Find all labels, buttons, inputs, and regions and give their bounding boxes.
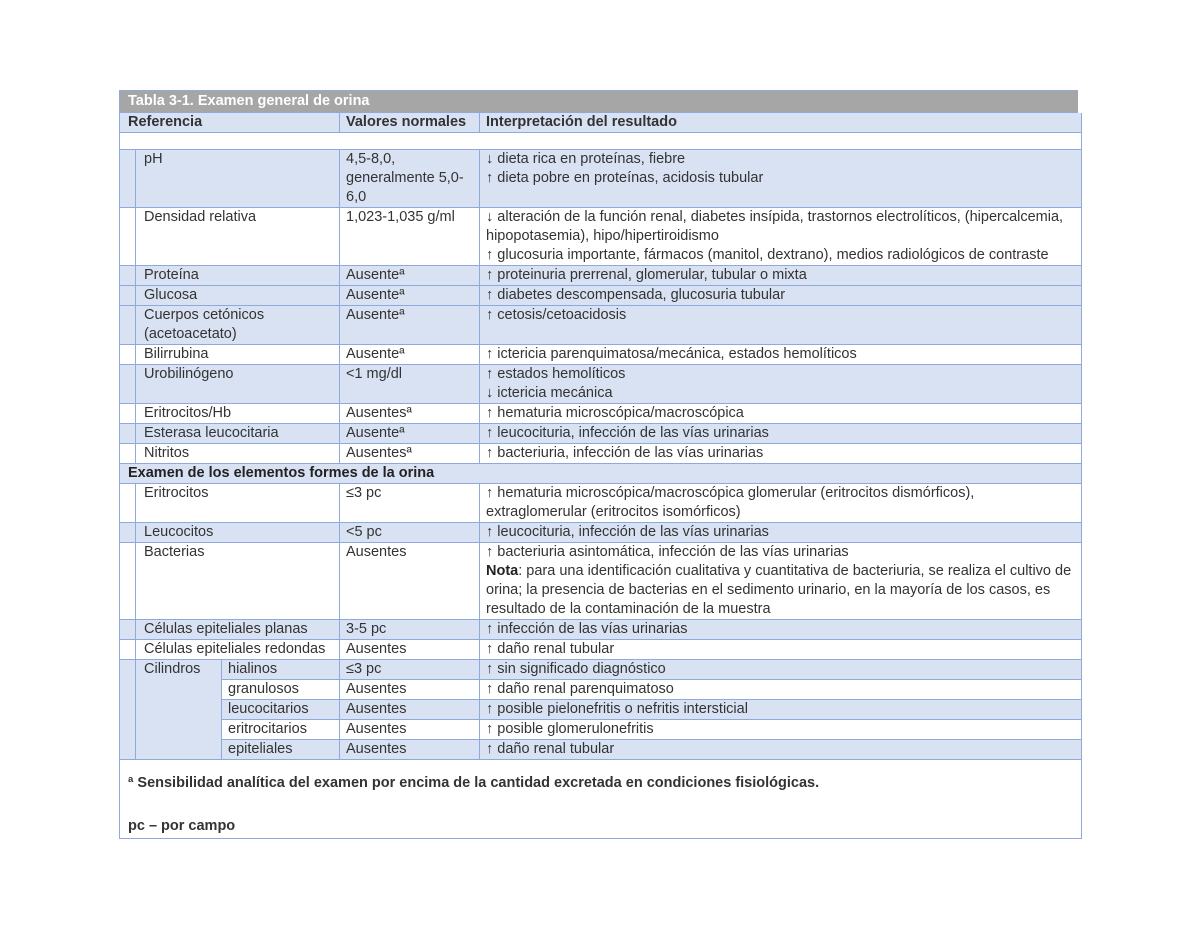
interpretation-line: ↓ ictericia mecánica: [486, 385, 613, 401]
table-row: [120, 365, 1082, 404]
interpretation-line: ↑ hematuria microscópica/macroscópica glomerular (eritrocitos dismórficos), extraglomerular (eritrocitos isomórficos): [486, 485, 975, 520]
reference-cell: Células epiteliales planas: [136, 620, 340, 640]
normal-value-cell: 1,023-1,035 g/ml: [340, 208, 480, 266]
reference-cell: Eritrocitos: [136, 484, 340, 523]
normal-value-cell: <5 pc: [340, 523, 480, 543]
reference-cell: Urobilinógeno: [136, 365, 340, 404]
normal-value-cell: Ausentes: [340, 680, 480, 700]
reference-cell: Nitritos: [136, 444, 340, 464]
table-row: [120, 484, 1082, 523]
header-interpretacion: Interpretación del resultado: [480, 113, 1082, 133]
normal-value-cell: Ausentes: [340, 740, 480, 760]
indent-cell: [120, 306, 136, 345]
indent-cell: [120, 444, 136, 464]
cilindro-type: granulosos: [222, 680, 340, 700]
interpretation-line: ↑ estados hemolíticos: [486, 366, 626, 382]
indent-cell: [120, 660, 136, 760]
interpretation-line: ↑ infección de las vías urinarias: [486, 621, 688, 637]
normal-value-cell: ≤3 pc: [340, 660, 480, 680]
footnote-row: [120, 760, 1082, 839]
table-row: [120, 444, 1082, 464]
cilindros-row: [120, 680, 1082, 700]
table-title: Tabla 3-1. Examen general de orina: [120, 91, 1082, 113]
reference-cell: pH: [136, 150, 340, 208]
normal-value-cell: <1 mg/dl: [340, 365, 480, 404]
nota-body: : para una identificación cualitativa y cuantitativa de bacteriuria, se realiza el cultivo de orina; la presencia de bacterias en el sedimento urinario, en la mayoría de los casos, es resultado de la contaminación de la muestra: [486, 563, 1072, 617]
footnote-pc: pc – por campo: [128, 818, 236, 834]
cilindro-type: epiteliales: [222, 740, 340, 760]
interpretation-line: ↓ alteración de la función renal, diabetes insípida, trastornos electrolíticos, (hipercalcemia, hipopotasemia), hipo/hipertiroidismo: [486, 209, 1064, 244]
interpretation-cell: ↑ posible glomerulonefritis: [480, 720, 1082, 740]
interpretation-line: ↑ hematuria microscópica/macroscópica: [486, 405, 744, 421]
spacer-row: [120, 133, 1082, 150]
normal-value-cell: Ausenteª: [340, 266, 480, 286]
indent-cell: [120, 365, 136, 404]
normal-value-cell: Ausenteª: [340, 306, 480, 345]
indent-cell: [120, 620, 136, 640]
normal-value-cell: Ausentes: [340, 543, 480, 620]
cilindros-label: Cilindros: [136, 660, 222, 760]
header-row: [120, 113, 1082, 133]
normal-value-cell: Ausentes: [340, 700, 480, 720]
nota-text: [486, 562, 1075, 619]
normal-value-cell: Ausentes: [340, 720, 480, 740]
interpretation-cell: ↑ sin significado diagnóstico: [480, 660, 1082, 680]
interpretation-cell: [480, 444, 1082, 464]
indent-cell: [120, 424, 136, 444]
footnote-a: ª Sensibilidad analítica del examen por encima de la cantidad excretada en condiciones fisiológicas.: [128, 775, 820, 791]
header-referencia: Referencia: [120, 113, 340, 133]
cilindros-row: [120, 700, 1082, 720]
interpretation-line: ↓ dieta rica en proteínas, fiebre: [486, 151, 686, 167]
footnotes: [120, 760, 1082, 839]
interpretation-cell: [480, 543, 1082, 620]
table-row: [120, 404, 1082, 424]
indent-cell: [120, 404, 136, 424]
normal-value-cell: 3-5 pc: [340, 620, 480, 640]
interpretation-cell: [480, 620, 1082, 640]
interpretation-line: ↑ leucocituria, infección de las vías urinarias: [486, 425, 769, 441]
cilindros-row: [120, 660, 1082, 680]
cilindro-type: eritrocitarios: [222, 720, 340, 740]
normal-value-cell: Ausentesª: [340, 444, 480, 464]
table-row: [120, 266, 1082, 286]
indent-cell: [120, 345, 136, 365]
normal-value-cell: ≤3 pc: [340, 484, 480, 523]
interpretation-line: ↑ diabetes descompensada, glucosuria tubular: [486, 287, 786, 303]
cilindros-row: [120, 740, 1082, 760]
cilindro-type: leucocitarios: [222, 700, 340, 720]
reference-cell: Esterasa leucocitaria: [136, 424, 340, 444]
interpretation-line: ↑ bacteriuria, infección de las vías urinarias: [486, 445, 764, 461]
indent-cell: [120, 484, 136, 523]
table-row: [120, 640, 1082, 660]
table-row: [120, 286, 1082, 306]
indent-cell: [120, 150, 136, 208]
indent-cell: [120, 286, 136, 306]
table-row: [120, 543, 1082, 620]
interpretation-cell: [480, 286, 1082, 306]
interpretation-cell: [480, 484, 1082, 523]
interpretation-cell: [480, 365, 1082, 404]
indent-cell: [120, 640, 136, 660]
normal-value-cell: Ausenteª: [340, 424, 480, 444]
table-row: [120, 523, 1082, 543]
reference-cell: Células epiteliales redondas: [136, 640, 340, 660]
interpretation-cell: [480, 424, 1082, 444]
nota-label: Nota: [486, 563, 519, 579]
reference-cell: Densidad relativa: [136, 208, 340, 266]
normal-value-cell: 4,5-8,0, generalmente 5,0-6,0: [340, 150, 480, 208]
interpretation-cell: [480, 306, 1082, 345]
reference-cell: Proteína: [136, 266, 340, 286]
table-title-row: [120, 91, 1082, 113]
interpretation-cell: [480, 640, 1082, 660]
interpretation-cell: ↑ daño renal parenquimatoso: [480, 680, 1082, 700]
interpretation-cell: [480, 150, 1082, 208]
reference-cell: Glucosa: [136, 286, 340, 306]
interpretation-line: ↑ ictericia parenquimatosa/mecánica, estados hemolíticos: [486, 346, 857, 362]
reference-cell: Bacterias: [136, 543, 340, 620]
interpretation-line: ↑ cetosis/cetoacidosis: [486, 307, 627, 323]
interpretation-cell: ↑ daño renal tubular: [480, 740, 1082, 760]
interpretation-line: ↑ leucocituria, infección de las vías urinarias: [486, 524, 769, 540]
table-row: [120, 306, 1082, 345]
interpretation-line: ↑ bacteriuria asintomática, infección de las vías urinarias: [486, 544, 849, 560]
indent-cell: [120, 266, 136, 286]
cilindro-type: hialinos: [222, 660, 340, 680]
reference-cell: Eritrocitos/Hb: [136, 404, 340, 424]
normal-value-cell: Ausentes: [340, 640, 480, 660]
cilindros-row: [120, 720, 1082, 740]
document-page: [119, 90, 1081, 839]
indent-cell: [120, 543, 136, 620]
interpretation-line: ↑ glucosuria importante, fármacos (manitol, dextrano), medios radiológicos de contraste: [486, 247, 1049, 263]
normal-value-cell: Ausenteª: [340, 345, 480, 365]
table-row: [120, 208, 1082, 266]
section-title: Examen de los elementos formes de la orina: [120, 464, 1082, 484]
table-row: [120, 345, 1082, 365]
interpretation-line: ↑ dieta pobre en proteínas, acidosis tubular: [486, 170, 764, 186]
reference-cell: Bilirrubina: [136, 345, 340, 365]
table-row: [120, 150, 1082, 208]
interpretation-cell: [480, 523, 1082, 543]
interpretation-cell: [480, 404, 1082, 424]
interpretation-cell: [480, 345, 1082, 365]
section-row: [120, 464, 1082, 484]
reference-cell: Cuerpos cetónicos (acetoacetato): [136, 306, 340, 345]
header-valores: Valores normales: [340, 113, 480, 133]
table-row: [120, 424, 1082, 444]
normal-value-cell: Ausentesª: [340, 404, 480, 424]
reference-cell: Leucocitos: [136, 523, 340, 543]
interpretation-cell: ↑ posible pielonefritis o nefritis intersticial: [480, 700, 1082, 720]
normal-value-cell: Ausenteª: [340, 286, 480, 306]
table-row: [120, 620, 1082, 640]
interpretation-cell: [480, 266, 1082, 286]
interpretation-line: ↑ daño renal tubular: [486, 641, 615, 657]
indent-cell: [120, 523, 136, 543]
urine-exam-table: [119, 90, 1086, 839]
interpretation-cell: [480, 208, 1082, 266]
interpretation-line: ↑ proteinuria prerrenal, glomerular, tubular o mixta: [486, 267, 807, 283]
indent-cell: [120, 208, 136, 266]
